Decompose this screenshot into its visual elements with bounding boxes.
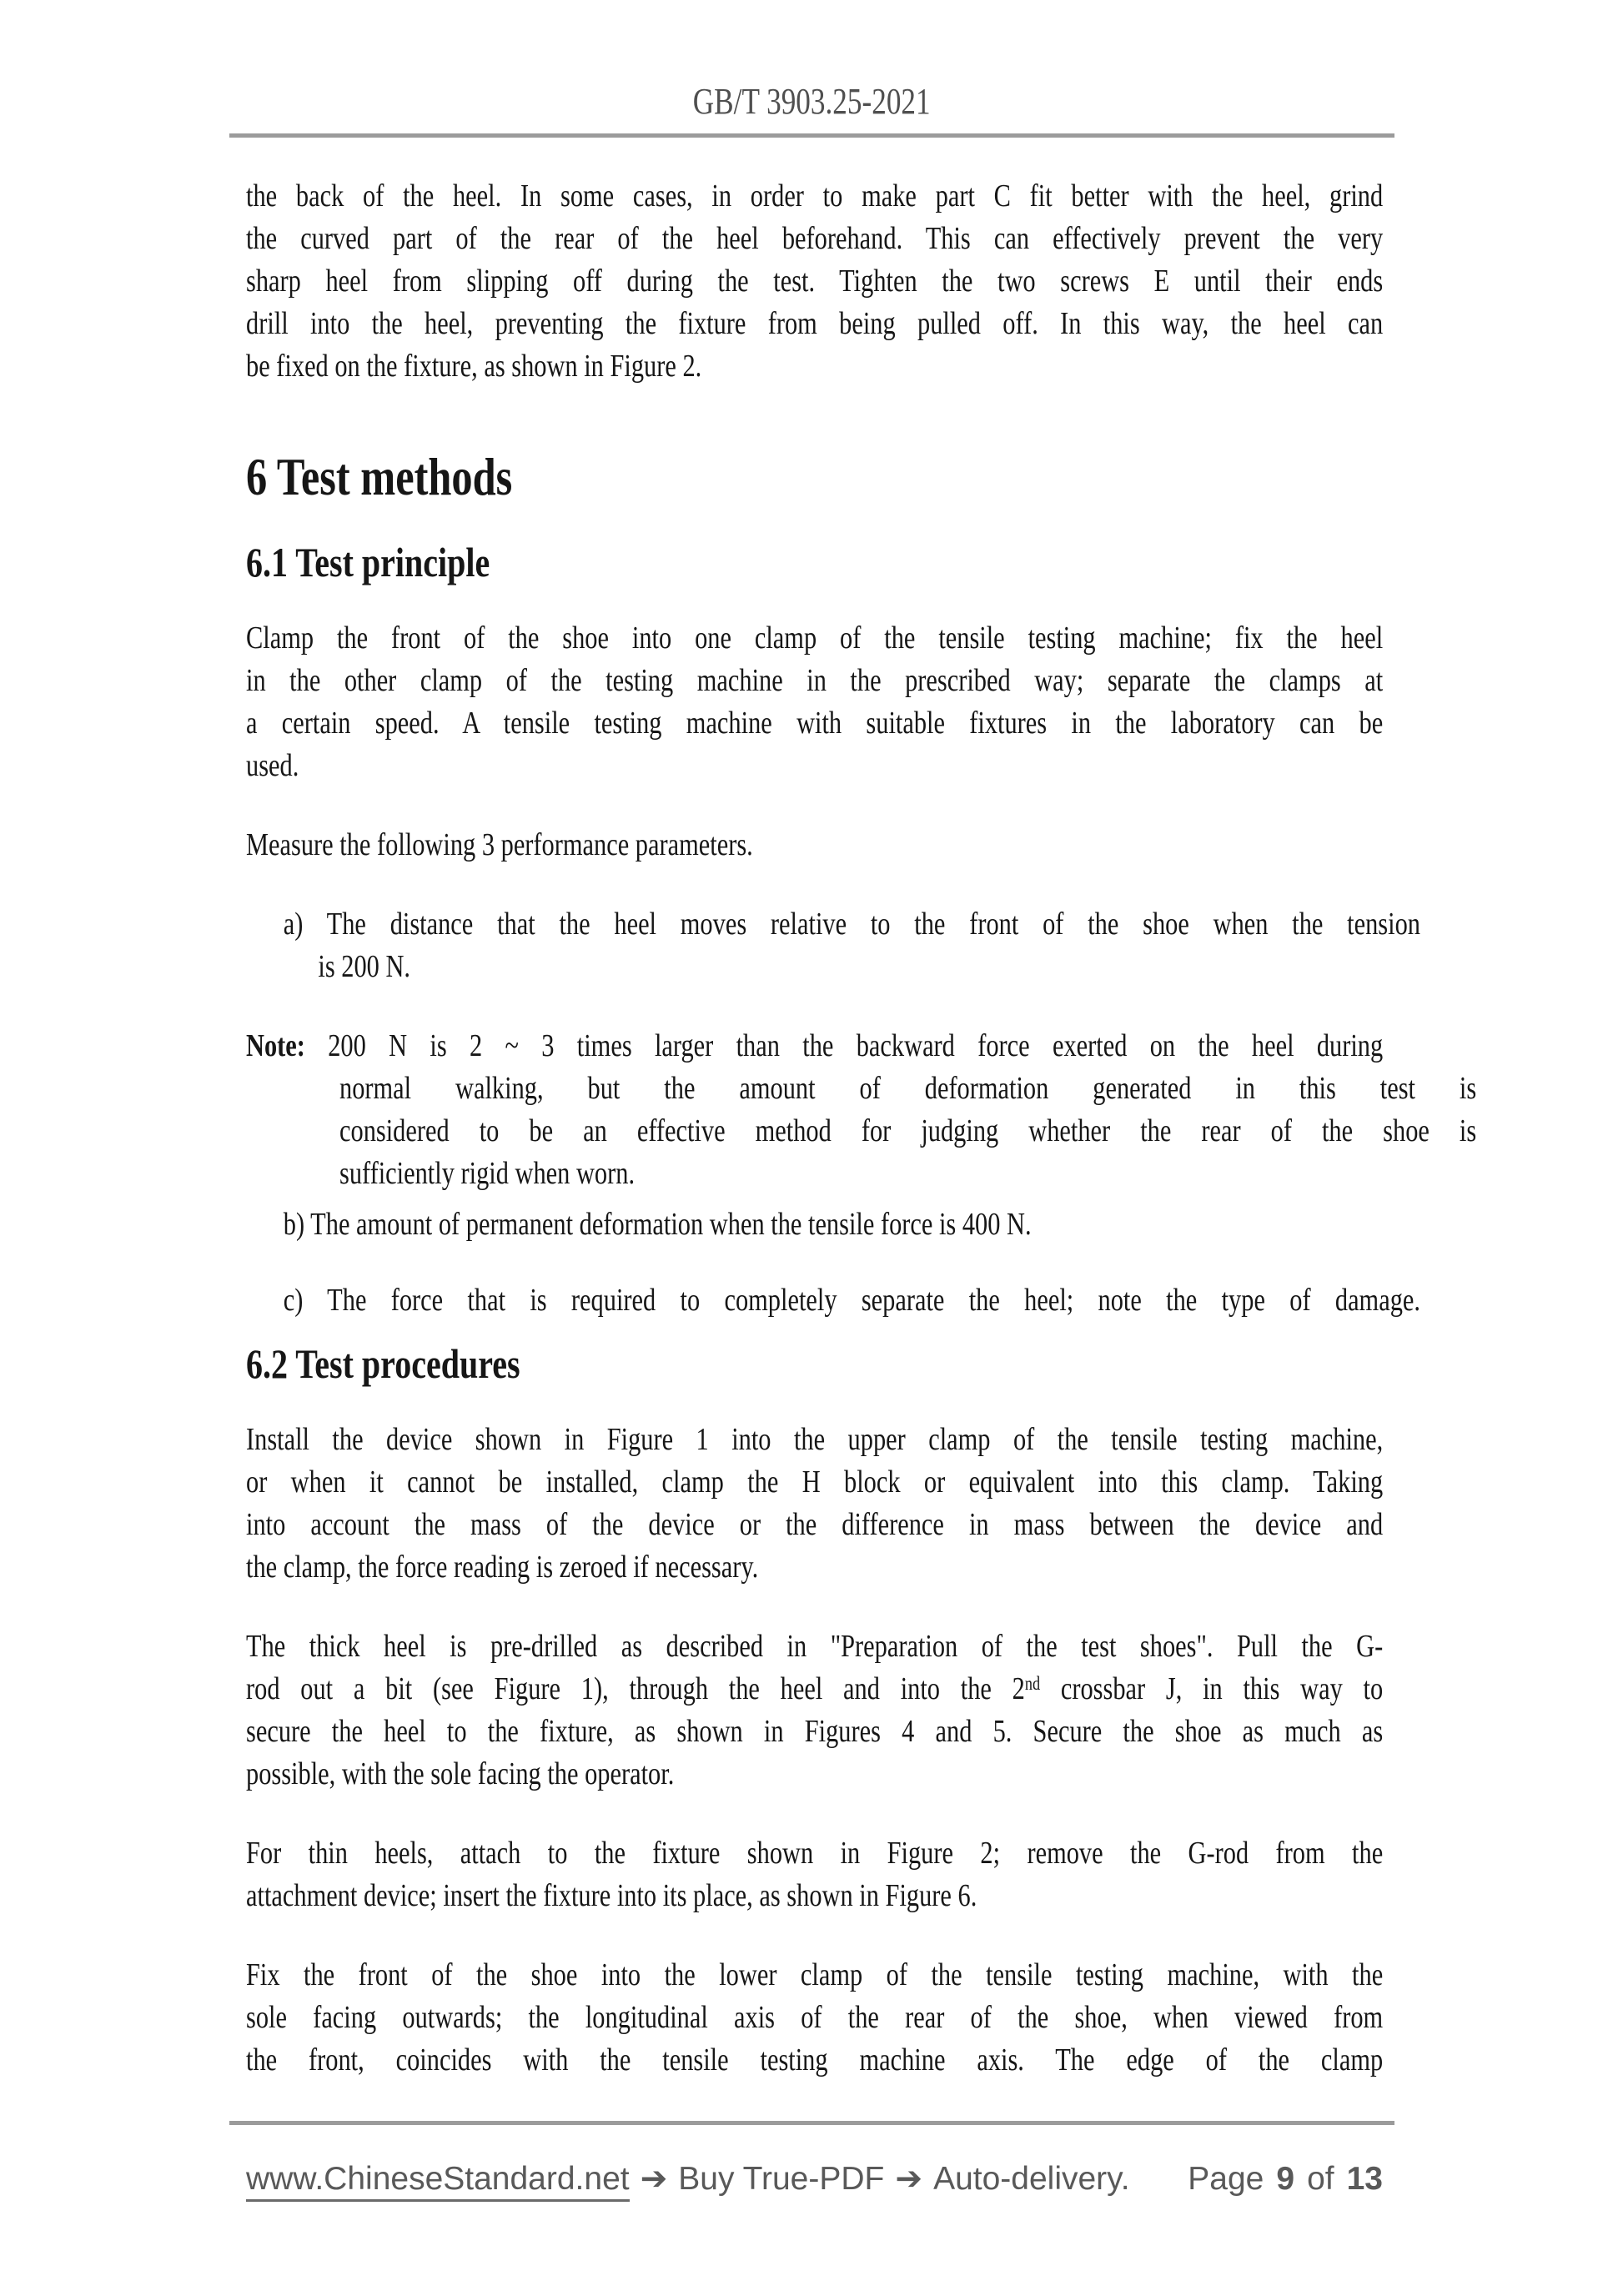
text-run: the curved part of the rear of the heel beforehand. This can effectively prevent the very	[246, 221, 1384, 256]
text-run: sole facing outwards; the longitudinal axis of the rear of the shoe, when viewed from	[246, 2000, 1384, 2035]
text-run: the back of the heel. In some cases, in order to make part C fit better with the heel, grind	[246, 178, 1384, 214]
page-total-number: 13	[1346, 2161, 1383, 2197]
text-line	[246, 1711, 1383, 1753]
paragraph	[246, 1625, 1383, 1796]
text-line	[246, 946, 1455, 988]
text-run: considered to be an effective method for judging whether the rear of the shoe is	[339, 1113, 1477, 1148]
paragraph	[246, 1419, 1383, 1589]
text-line	[246, 1279, 1420, 1322]
page-footer	[246, 2160, 1383, 2202]
section-heading	[246, 1339, 1383, 1389]
paragraph	[246, 175, 1383, 388]
text-line	[246, 1203, 1420, 1246]
text-line	[246, 1153, 1476, 1195]
text-run: sufficiently rigid when worn.	[339, 1156, 636, 1191]
text-line	[246, 745, 1383, 787]
text-run: the clamp, the force reading is zeroed if necessary.	[246, 1550, 759, 1585]
text-line	[246, 2039, 1383, 2082]
text-line	[246, 345, 1383, 388]
text-line	[246, 1546, 1383, 1589]
paragraph	[246, 1954, 1383, 2082]
section-heading	[246, 448, 1383, 506]
text-line	[246, 175, 1383, 218]
text-run: a) The distance that the heel moves relative to the front of the shoe when the tension	[283, 907, 1420, 942]
paragraph	[246, 1279, 1420, 1322]
text-line	[246, 1954, 1383, 1997]
page-of-label: of	[1307, 2161, 1334, 2197]
text-run: The thick heel is pre-drilled as described in "Preparation of the test shoes". Pull the G-	[246, 1629, 1384, 1664]
text-line	[246, 1668, 1383, 1711]
text-run: For thin heels, attach to the fixture shown in Figure 2; remove the G-rod from the	[246, 1836, 1384, 1871]
arrow-icon: ➔	[640, 2160, 668, 2198]
paragraph	[246, 1025, 1477, 1195]
text-line	[246, 702, 1383, 745]
text-run: possible, with the sole facing the operator.	[246, 1756, 675, 1791]
footer-links	[246, 2160, 1130, 2202]
text-line	[246, 303, 1383, 345]
text-line	[246, 1997, 1383, 2039]
text-line	[246, 1025, 1383, 1068]
text-run: 6.1 Test principle	[246, 539, 490, 585]
section-heading	[246, 537, 1383, 587]
text-run: Clamp the front of the shoe into one clamp of the tensile testing machine; fix the heel	[246, 620, 1384, 656]
page-indicator	[1188, 2160, 1383, 2198]
footer-buy-label: Buy True-PDF	[678, 2161, 885, 2197]
text-line	[246, 1875, 1383, 1917]
text-run: secure the heel to the fixture, as shown in Figures 4 and 5. Secure the shoe as much as	[246, 1714, 1384, 1749]
text-run: crossbar J, in this way to	[1040, 1671, 1384, 1706]
text-run: rod out a bit (see Figure 1), through the heel and into the 2	[246, 1671, 1025, 1706]
footer-divider	[229, 2121, 1394, 2125]
text-run: attachment device; insert the fixture into its place, as shown in Figure 6.	[246, 1878, 977, 1913]
document-number-header: GB/T 3903.25-2021	[692, 81, 931, 122]
text-run: be fixed on the fixture, as shown in Figure 2.	[246, 349, 702, 384]
superscript-text: nd	[1024, 1672, 1041, 1694]
text-line	[246, 1753, 1383, 1796]
text-run: into account the mass of the device or the difference in mass between the device and	[246, 1507, 1384, 1542]
text-line	[246, 1832, 1383, 1875]
text-run: 6.2 Test procedures	[246, 1340, 520, 1387]
text-line	[246, 1110, 1476, 1153]
paragraph	[246, 903, 1420, 988]
text-line	[246, 1625, 1383, 1668]
text-run: Install the device shown in Figure 1 into the upper clamp of the tensile testing machine,	[246, 1422, 1384, 1457]
text-line	[246, 1419, 1383, 1461]
text-run: a certain speed. A tensile testing machine with suitable fixtures in the laboratory can be	[246, 706, 1384, 741]
text-run: 200 N is 2 ~ 3 times larger than the backward force exerted on the heel during	[304, 1028, 1384, 1063]
text-line	[246, 1339, 1383, 1389]
text-line	[246, 1068, 1476, 1110]
page-current-number: 9	[1276, 2161, 1295, 2197]
paragraph	[246, 824, 1383, 867]
text-run: Measure the following 3 performance parameters.	[246, 827, 753, 862]
text-run: c) The force that is required to completely separate the heel; note the type of damage.	[283, 1283, 1420, 1318]
text-line	[246, 218, 1383, 260]
text-line	[246, 1461, 1383, 1504]
text-line	[246, 260, 1383, 303]
website-link[interactable]: www.ChineseStandard.net	[246, 2160, 630, 2202]
text-run: is 200 N.	[318, 949, 411, 984]
text-run: b) The amount of permanent deformation when the tensile force is 400 N.	[283, 1207, 1032, 1242]
text-line	[246, 660, 1383, 702]
text-run: normal walking, but the amount of deformation generated in this test is	[339, 1071, 1477, 1106]
text-run: or when it cannot be installed, clamp the H block or equivalent into this clamp. Taking	[246, 1465, 1384, 1500]
text-line	[246, 448, 1383, 506]
text-line	[246, 1504, 1383, 1546]
text-run: sharp heel from slipping off during the test. Tighten the two screws E until their ends	[246, 264, 1384, 299]
paragraph	[246, 1832, 1383, 1917]
text-run: the front, coincides with the tensile testing machine axis. The edge of the clamp	[246, 2042, 1384, 2077]
text-run: Fix the front of the shoe into the lower clamp of the tensile testing machine, with the	[246, 1957, 1384, 1992]
text-line	[246, 537, 1383, 587]
page-label: Page	[1188, 2161, 1264, 2197]
text-run: 6 Test methods	[246, 448, 513, 506]
text-line	[246, 824, 1383, 867]
text-run: used.	[246, 748, 299, 783]
text-line	[246, 903, 1420, 946]
paragraph	[246, 617, 1383, 787]
text-run: in the other clamp of the testing machine in the prescribed way; separate the clamps at	[246, 663, 1384, 698]
text-run: drill into the heel, preventing the fixture from being pulled off. In this way, the heel can	[246, 306, 1384, 341]
bold-text: Note:	[246, 1028, 305, 1063]
paragraph	[246, 1203, 1383, 1246]
text-line	[246, 617, 1383, 660]
document-body	[246, 0, 1477, 2082]
arrow-icon: ➔	[895, 2160, 923, 2198]
footer-delivery-label: Auto-delivery.	[933, 2161, 1130, 2197]
